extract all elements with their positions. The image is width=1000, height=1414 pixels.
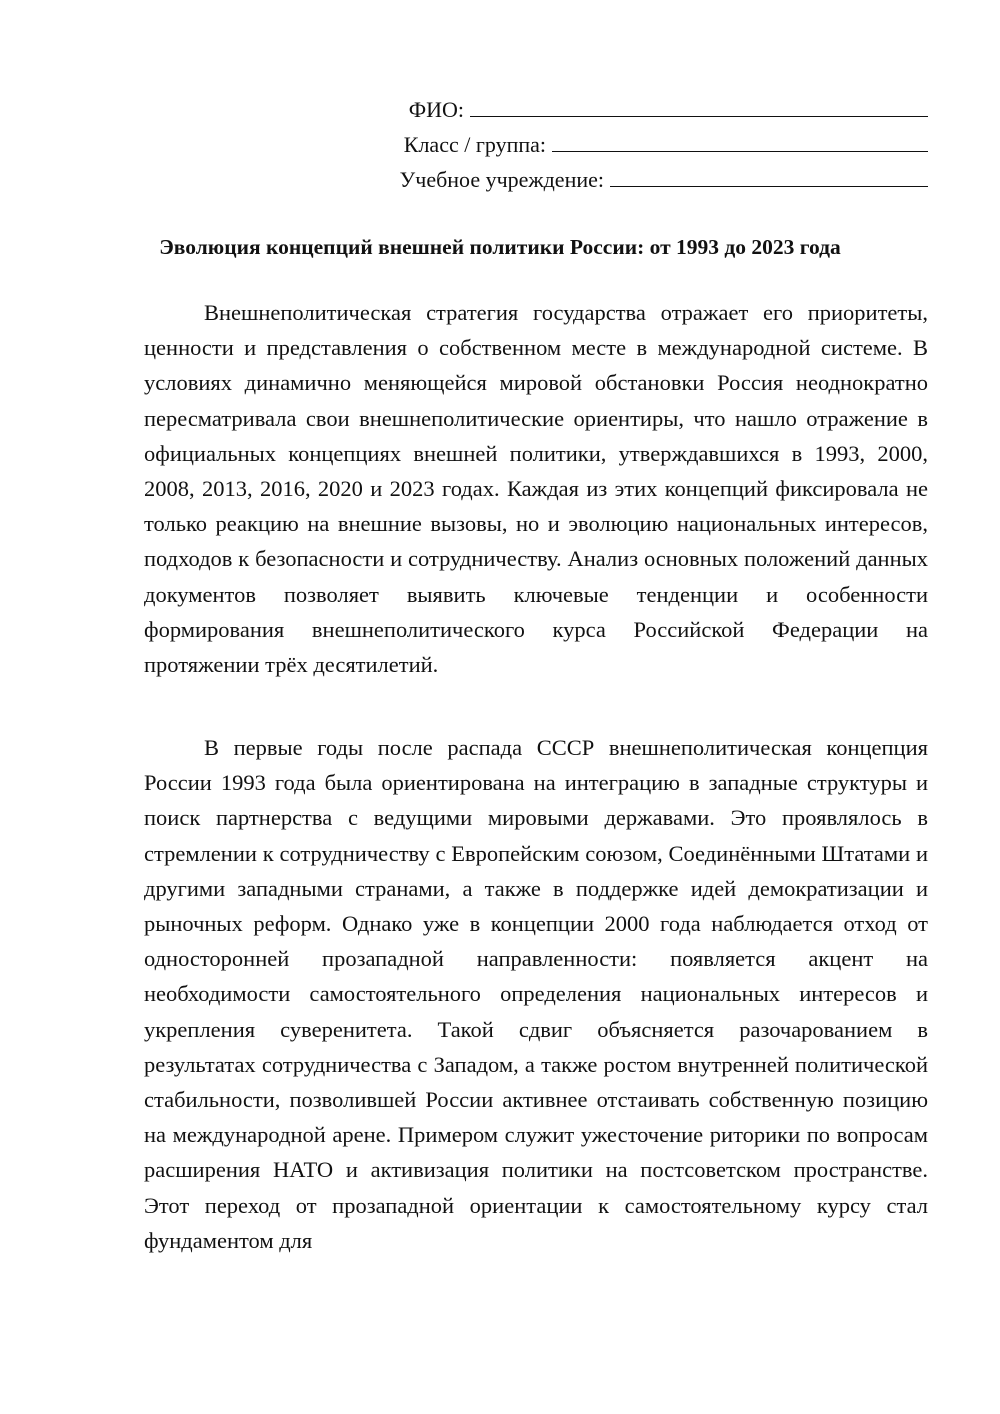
class-field bbox=[552, 127, 928, 152]
student-info-block bbox=[308, 92, 928, 197]
school-label: Учебное учреждение: bbox=[399, 167, 604, 192]
school-line bbox=[308, 162, 928, 197]
paragraph-2 bbox=[144, 730, 928, 1258]
paragraph-text: Внешнеполитическая стратегия государства отражает его приоритеты, ценности и представления о собственном месте в международной системе. В условиях динамично меняющейся мировой обстановки Россия неоднократно пересматривала свои внешнеполитические ориентиры, что нашло отражение в официальных концепциях внешней политики, утверждавшихся в 1993, 2000, 2008, 2013, 2016, 2020 и 2023 годах. Каждая из этих концепций фиксировала не только реакцию на внешние вызовы, но и эволюцию национальных интересов, подходов к безопасности и сотрудничеству. Анализ основных положений данных документов позволяет выявить ключевые тенденции и особенности формирования внешнеполитического курса Российской Федерации на протяжении трёх десятилетий. bbox=[144, 300, 928, 678]
school-field bbox=[610, 162, 928, 187]
class-label: Класс / группа: bbox=[403, 132, 546, 157]
paragraph-text: В первые годы после распада СССР внешнеполитическая концепция России 1993 года была ориентирована на интеграцию в западные структуры и поиск партнерства с ведущими мировыми державами. Это проявлялось в стремлении к сотрудничеству с Европейским союзом, Соединёнными Штатами и другими западными странами, а также в поддержке идей демократизации и рыночных реформ. Однако уже в концепции 2000 года наблюдается отход от односторонней прозападной направленности: появляется акцент на необходимости самостоятельного определения национальных интересов и укрепления суверенитета. Такой сдвиг объясняется разочарованием в результатах сотрудничества с Западом, а также ростом внутренней политической стабильности, позволившей России активнее отстаивать собственную позицию на международной арене. Примером служит ужесточение риторики по вопросам расширения НАТО и активизация политики на постсоветском пространстве. Этот переход от прозападной ориентации к самостоятельному курсу стал фундаментом для bbox=[144, 735, 928, 1253]
fio-field bbox=[470, 92, 928, 117]
paragraph-1 bbox=[144, 295, 928, 682]
fio-label: ФИО: bbox=[408, 97, 464, 122]
document-title: Эволюция концепций внешней политики России: от 1993 до 2023 года bbox=[159, 235, 841, 259]
class-line bbox=[308, 127, 928, 162]
fio-line bbox=[308, 92, 928, 127]
